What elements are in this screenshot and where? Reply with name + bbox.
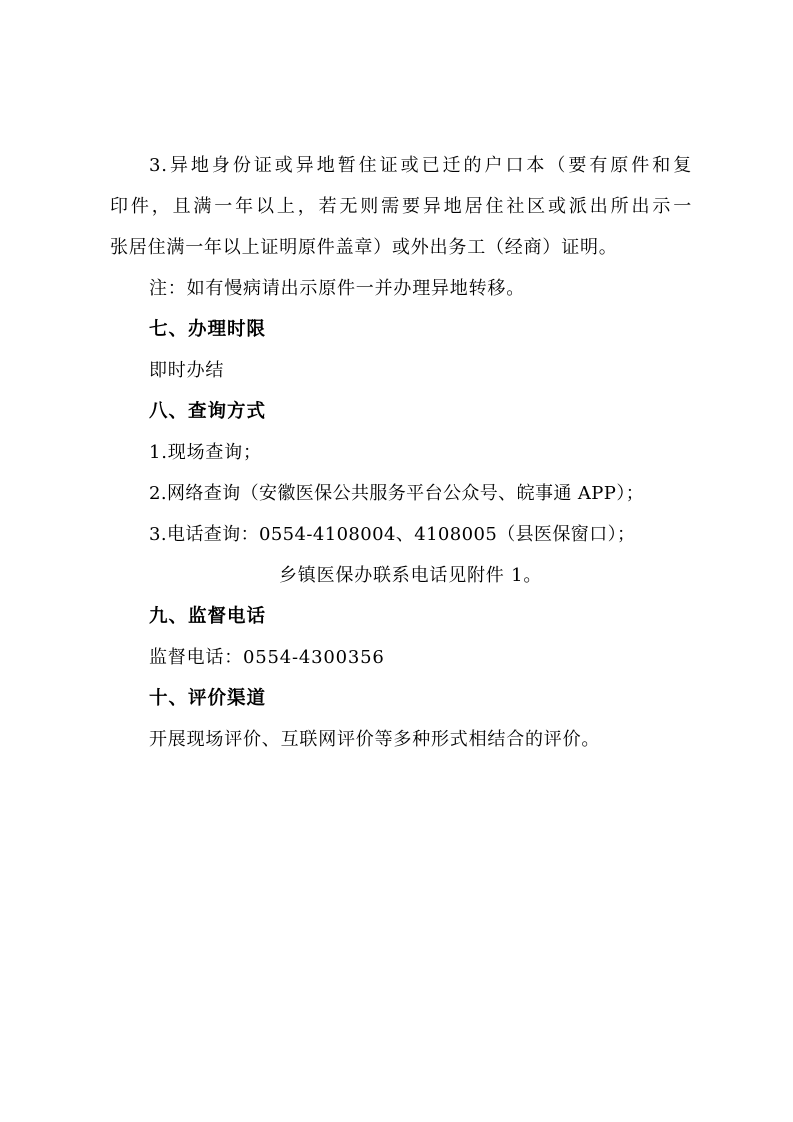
section-10-text: 开展现场评价、互联网评价等多种形式相结合的评价。 [149, 729, 601, 750]
item3-line3: 张居住满一年以上证明原件盖章）或外出务工（经商）证明。 [110, 237, 618, 258]
item3-line2: 印件，且满一年以上，若无则需要异地居住社区或派出所出示一 [110, 196, 692, 217]
section-8-item3: 3.电话查询：0554-4108004、4108005（县医保窗口）； [149, 524, 636, 545]
section-7-heading: 七、办理时限 [149, 319, 267, 340]
note-text: 注：如有慢病请出示原件一并办理异地转移。 [149, 278, 525, 299]
section-8-item3-cont: 乡镇医保办联系电话见附件 1。 [279, 565, 543, 586]
section-8-item1: 1.现场查询； [149, 442, 262, 463]
section-7-text: 即时办结 [149, 360, 225, 381]
section-8-item2: 2.网络查询（安徽医保公共服务平台公众号、皖事通 APP）； [149, 483, 645, 504]
section-9-text: 监督电话：0554-4300356 [149, 647, 385, 668]
section-10-heading: 十、评价渠道 [149, 688, 267, 709]
item3-line1: 3.异地身份证或异地暂住证或已迁的户口本（要有原件和复 [149, 155, 692, 176]
section-9-heading: 九、监督电话 [149, 606, 267, 627]
section-8-heading: 八、查询方式 [149, 401, 267, 422]
